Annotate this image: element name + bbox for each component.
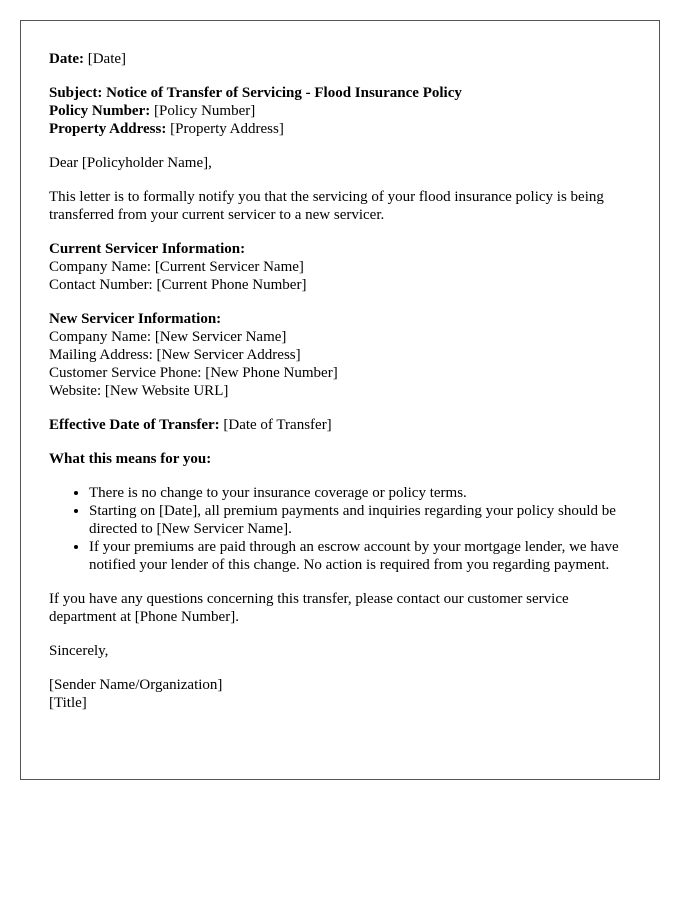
effective-date-label: Effective Date of Transfer: [49, 417, 220, 433]
sender-title: [Title] [49, 695, 87, 711]
new-servicer-mailing: Mailing Address: [New Servicer Address] [49, 347, 301, 363]
new-servicer-phone: Customer Service Phone: [New Phone Number] [49, 365, 338, 381]
new-servicer-heading: New Servicer Information: [49, 311, 222, 327]
means-heading: What this means for you: [49, 451, 212, 467]
property-address-line [49, 120, 631, 138]
new-servicer-website: Website: [New Website URL] [49, 383, 229, 399]
policy-number-label: Policy Number: [49, 103, 151, 119]
date-line [49, 50, 631, 68]
date-label: Date: [49, 51, 84, 67]
date-value: [Date] [87, 51, 127, 67]
means-heading-block [49, 450, 631, 468]
header-block [49, 84, 631, 138]
list-item: • There is no change to your insurance coverage or policy terms. [89, 484, 631, 502]
list-item: • Starting on [Date], all premium payments and inquiries regarding your policy should be directed to [New Servicer Name]. [89, 502, 631, 538]
new-servicer-company: Company Name: [New Servicer Name] [49, 329, 287, 345]
current-servicer-section [49, 240, 631, 294]
questions-paragraph: If you have any questions concerning this transfer, please contact our customer service department at [Phone Number]. [49, 591, 569, 625]
current-servicer-company: Company Name: [Current Servicer Name] [49, 259, 304, 275]
effective-date-value: [Date of Transfer] [223, 417, 332, 433]
closing: Sincerely, [49, 643, 109, 659]
policy-number-line [49, 102, 631, 120]
effective-date-line [49, 416, 631, 434]
salutation: Dear [Policyholder Name], [49, 155, 212, 171]
current-servicer-contact: Contact Number: [Current Phone Number] [49, 277, 307, 293]
means-list [49, 484, 631, 574]
new-servicer-section [49, 310, 631, 400]
policy-number-value: [Policy Number] [153, 103, 256, 119]
subject-line: Subject: Notice of Transfer of Servicing - Flood Insurance Policy [49, 85, 462, 101]
letter [20, 20, 660, 780]
current-servicer-heading: Current Servicer Information: [49, 241, 246, 257]
list-item: • If your premiums are paid through an escrow account by your mortgage lender, we have notified your lender of this change. No action is required from you regarding payment. [89, 538, 631, 574]
sender-name: [Sender Name/Organization] [49, 677, 223, 693]
property-address-value: [Property Address] [170, 121, 284, 137]
signature-block [49, 676, 631, 712]
intro-paragraph: This letter is to formally notify you that the servicing of your flood insurance policy is being transferred from your current servicer to a new servicer. [49, 189, 604, 223]
property-address-label: Property Address: [49, 121, 167, 137]
